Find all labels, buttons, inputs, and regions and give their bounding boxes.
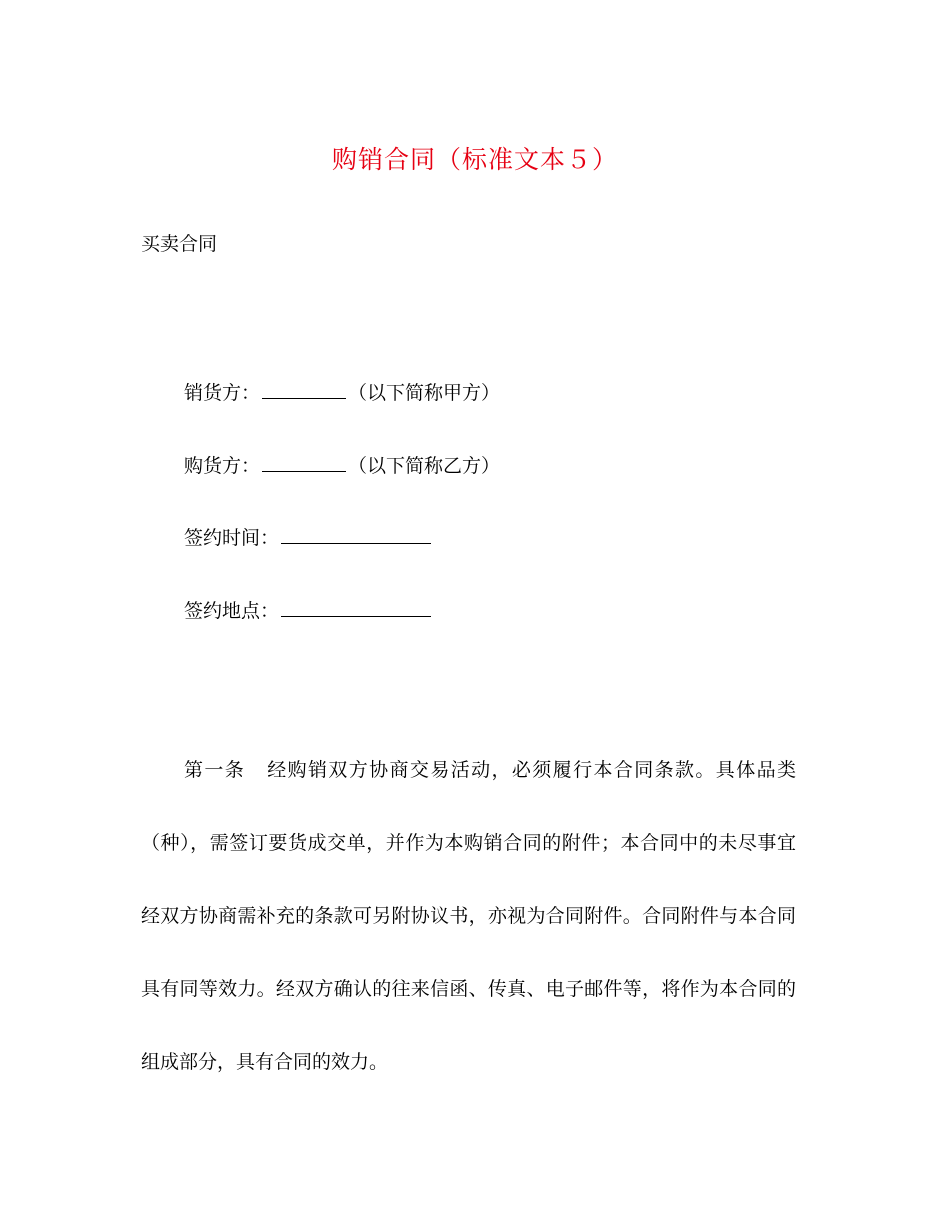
- signing-place-field: [184, 594, 433, 625]
- signing-time-field: [184, 521, 433, 552]
- seller-field: [184, 376, 500, 407]
- document-title: 购销合同（标准文本５）: [331, 145, 618, 174]
- seller-label: 销货方：: [184, 382, 261, 404]
- buyer-suffix: （以下简称乙方）: [348, 455, 501, 477]
- signing-time-label: 签约时间：: [184, 527, 280, 549]
- signing-place-label: 签约地点：: [184, 600, 280, 622]
- article-1-heading: 第一条: [184, 759, 246, 781]
- buyer-label: 购货方：: [184, 455, 261, 477]
- seller-blank: [262, 376, 346, 399]
- signing-time-blank: [281, 521, 431, 544]
- buyer-field: [184, 449, 500, 480]
- signing-place-blank: [281, 594, 431, 617]
- article-1-body: 经购销双方协商交易活动，必须履行本合同条款。具体品类（种），需签订要货成交单，并作为本购销合同的附件；本合同中的未尽事宜经双方协商需补充的条款可另附协议书，亦视为合同附件。合同附件与本合同具有同等效力。经双方确认的往来信函、传真、电子邮件等，将作为本合同的组成部分，具有合同的效力。: [141, 759, 796, 1073]
- buyer-blank: [262, 449, 346, 472]
- document-subtitle: 买卖合同: [141, 233, 218, 255]
- article-1: [141, 734, 796, 1099]
- seller-suffix: （以下简称甲方）: [348, 382, 501, 404]
